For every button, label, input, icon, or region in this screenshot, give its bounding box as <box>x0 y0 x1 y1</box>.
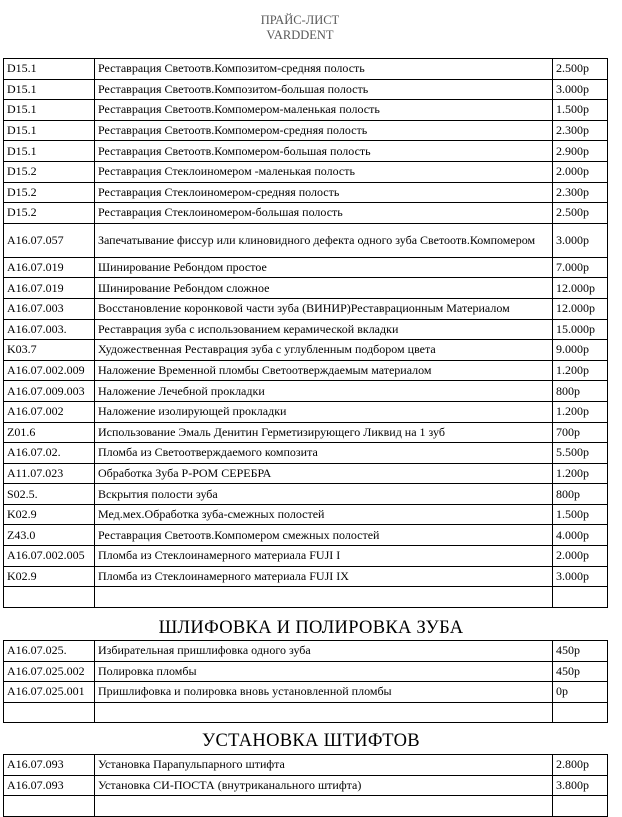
cell-price: 0р <box>553 682 608 703</box>
cell-name: Наложение изолирующей прокладки <box>95 401 553 422</box>
cell-price: 5.500р <box>553 443 608 464</box>
cell-name: Художественная Реставрация зуба с углубленным подбором цвета <box>95 340 553 361</box>
cell-code: A16.07.093 <box>4 775 95 796</box>
table-row <box>4 141 608 162</box>
price-table-polishing <box>3 640 608 723</box>
table-row <box>4 319 608 340</box>
cell-price: 1.500р <box>553 100 608 121</box>
cell-name: Использование Эмаль Денитин Герметизирующего Ликвид на 1 зуб <box>95 422 553 443</box>
cell-price: 700р <box>553 422 608 443</box>
cell-name: Реставрация Стеклоиномером-большая полость <box>95 203 553 224</box>
cell-code: A16.07.025.001 <box>4 682 95 703</box>
cell-code: Z43.0 <box>4 525 95 546</box>
cell-price: 2.900р <box>553 141 608 162</box>
table-row <box>4 340 608 361</box>
cell-price: 3.000р <box>553 566 608 587</box>
cell-code: A16.07.003. <box>4 319 95 340</box>
price-table-body <box>4 59 608 608</box>
cell-code: D15.2 <box>4 182 95 203</box>
cell-price: 4.000р <box>553 525 608 546</box>
cell-price: 800р <box>553 381 608 402</box>
cell-code: D15.2 <box>4 161 95 182</box>
cell-price: 2.000р <box>553 161 608 182</box>
table-row <box>4 525 608 546</box>
cell-name: Вскрытия полости зуба <box>95 484 553 505</box>
table-row <box>4 203 608 224</box>
cell-code: A16.07.002 <box>4 401 95 422</box>
cell-code: A16.07.02. <box>4 443 95 464</box>
table-row <box>4 484 608 505</box>
table-row <box>4 161 608 182</box>
empty-cell <box>95 702 553 723</box>
cell-code: Z01.6 <box>4 422 95 443</box>
cell-name: Реставрация зуба с использованием керамической вкладки <box>95 319 553 340</box>
cell-price: 9.000р <box>553 340 608 361</box>
cell-name: Реставрация Светоотв.Композитом-большая полость <box>95 79 553 100</box>
cell-code: D15.2 <box>4 203 95 224</box>
cell-price: 2.000р <box>553 546 608 567</box>
cell-name: Реставрация Светоотв.Композитом-средняя полость <box>95 59 553 80</box>
cell-code: A16.07.002.005 <box>4 546 95 567</box>
cell-price: 12.000р <box>553 298 608 319</box>
table-row <box>4 278 608 299</box>
cell-price: 2.300р <box>553 182 608 203</box>
cell-code: A16.07.019 <box>4 257 95 278</box>
cell-name: Запечатывание фиссур или клиновидного дефекта одного зуба Светоотв.Компомером <box>95 223 553 257</box>
section-title-posts: УСТАНОВКА ШТИФТОВ <box>202 731 420 751</box>
cell-price: 3.000р <box>553 79 608 100</box>
cell-code: D15.1 <box>4 141 95 162</box>
price-table-body <box>4 755 608 817</box>
cell-code: K03.7 <box>4 340 95 361</box>
cell-name: Пломба из Светоотверждаемого композита <box>95 443 553 464</box>
empty-row <box>4 587 608 608</box>
cell-name: Реставрация Светоотв.Компомером-средняя полость <box>95 120 553 141</box>
cell-name: Установка Парапульпарного штифта <box>95 755 553 776</box>
cell-price: 1.500р <box>553 504 608 525</box>
table-row <box>4 381 608 402</box>
cell-name: Установка СИ-ПОСТА (внутриканального штифта) <box>95 775 553 796</box>
table-row <box>4 443 608 464</box>
price-list-title: ПРАЙС-ЛИСТ <box>260 13 340 27</box>
empty-row <box>4 702 608 723</box>
table-row <box>4 775 608 796</box>
table-row <box>4 566 608 587</box>
cell-name: Реставрация Светоотв.Компомером смежных полостей <box>95 525 553 546</box>
cell-name: Пломба из Стеклоинамерного материала FUJI IX <box>95 566 553 587</box>
cell-price: 15.000р <box>553 319 608 340</box>
table-row <box>4 755 608 776</box>
cell-price: 2.500р <box>553 203 608 224</box>
cell-price: 1.200р <box>553 360 608 381</box>
table-row <box>4 182 608 203</box>
cell-name: Наложение Лечебной прокладки <box>95 381 553 402</box>
cell-name: Реставрация Стеклоиномером -маленькая полость <box>95 161 553 182</box>
cell-code: A16.07.025.002 <box>4 661 95 682</box>
section-title-polishing: ШЛИФОВКА И ПОЛИРОВКА ЗУБА <box>158 618 464 638</box>
cell-code: D15.1 <box>4 79 95 100</box>
empty-row <box>4 796 608 817</box>
cell-code: D15.1 <box>4 59 95 80</box>
table-row <box>4 100 608 121</box>
table-row <box>4 401 608 422</box>
cell-price: 2.800р <box>553 755 608 776</box>
clinic-name: VARDDENT <box>266 28 334 42</box>
empty-cell <box>4 587 95 608</box>
empty-cell <box>4 702 95 723</box>
empty-cell <box>553 587 608 608</box>
cell-code: D15.1 <box>4 100 95 121</box>
cell-name: Реставрация Светоотв.Компомером-большая полость <box>95 141 553 162</box>
table-row <box>4 257 608 278</box>
table-row <box>4 298 608 319</box>
cell-code: S02.5. <box>4 484 95 505</box>
cell-code: A16.07.002.009 <box>4 360 95 381</box>
cell-price: 1.200р <box>553 463 608 484</box>
table-row <box>4 223 608 257</box>
price-table-body <box>4 641 608 723</box>
cell-name: Обработка Зуба P-POM СЕРЕБРА <box>95 463 553 484</box>
cell-price: 800р <box>553 484 608 505</box>
cell-code: A11.07.023 <box>4 463 95 484</box>
empty-cell <box>553 796 608 817</box>
empty-cell <box>95 796 553 817</box>
price-list-header <box>0 13 600 43</box>
cell-price: 3.000р <box>553 223 608 257</box>
cell-code: A16.07.019 <box>4 278 95 299</box>
empty-cell <box>95 587 553 608</box>
table-row <box>4 682 608 703</box>
cell-code: A16.07.009.003 <box>4 381 95 402</box>
cell-code: A16.07.003 <box>4 298 95 319</box>
cell-price: 7.000р <box>553 257 608 278</box>
cell-name: Полировка пломбы <box>95 661 553 682</box>
price-table-posts <box>3 754 608 817</box>
cell-price: 1.200р <box>553 401 608 422</box>
cell-price: 3.800р <box>553 775 608 796</box>
cell-price: 12.000р <box>553 278 608 299</box>
cell-price: 2.300р <box>553 120 608 141</box>
cell-code: A16.07.057 <box>4 223 95 257</box>
table-row <box>4 422 608 443</box>
cell-name: Наложение Временной пломбы Светоотверждаемым материалом <box>95 360 553 381</box>
cell-name: Мед.мех.Обработка зуба-смежных полостей <box>95 504 553 525</box>
cell-price: 450р <box>553 641 608 662</box>
price-table-restoration <box>3 58 608 608</box>
table-row <box>4 463 608 484</box>
cell-name: Избирательная пришлифовка одного зуба <box>95 641 553 662</box>
empty-cell <box>553 702 608 723</box>
table-row <box>4 360 608 381</box>
empty-cell <box>4 796 95 817</box>
cell-name: Шинирование Ребондом сложное <box>95 278 553 299</box>
table-row <box>4 79 608 100</box>
cell-price: 2.500р <box>553 59 608 80</box>
table-row <box>4 120 608 141</box>
cell-name: Пришлифовка и полировка вновь установленной пломбы <box>95 682 553 703</box>
cell-code: A16.07.025. <box>4 641 95 662</box>
cell-name: Реставрация Стеклоиномером-средняя полость <box>95 182 553 203</box>
cell-code: K02.9 <box>4 504 95 525</box>
cell-name: Восстановление коронковой части зуба (ВИНИР)Реставрационным Материалом <box>95 298 553 319</box>
table-row <box>4 546 608 567</box>
table-row <box>4 641 608 662</box>
cell-name: Пломба из Стеклоинамерного материала FUJI I <box>95 546 553 567</box>
table-row <box>4 661 608 682</box>
cell-code: A16.07.093 <box>4 755 95 776</box>
cell-name: Шинирование Ребондом простое <box>95 257 553 278</box>
table-row <box>4 59 608 80</box>
cell-code: D15.1 <box>4 120 95 141</box>
cell-price: 450р <box>553 661 608 682</box>
table-row <box>4 504 608 525</box>
cell-name: Реставрация Светоотв.Компомером-маленькая полость <box>95 100 553 121</box>
cell-code: K02.9 <box>4 566 95 587</box>
